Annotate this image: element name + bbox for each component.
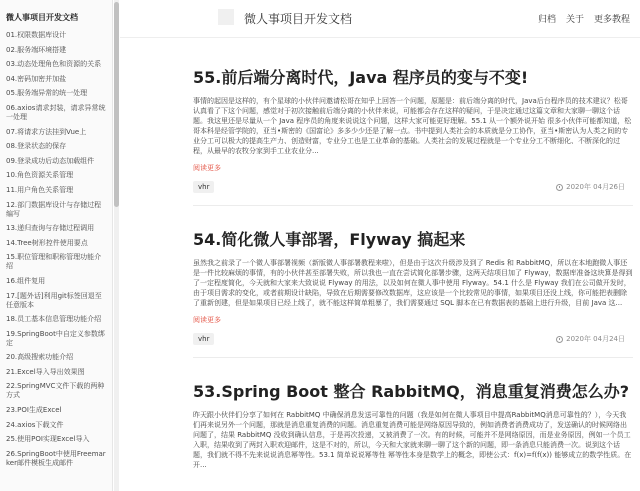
sidebar [0, 0, 113, 491]
sidebar-item[interactable]: 10.角色资源关系管理 [6, 171, 74, 180]
post-tag[interactable]: vhr [193, 181, 214, 193]
read-more-link[interactable]: 阅读更多 [193, 164, 221, 172]
post-meta [193, 331, 633, 349]
sidebar-item[interactable]: 17.[题外话]利用git标签回退至任意版本 [6, 291, 102, 309]
sidebar-item[interactable]: 12.部门数据库设计与存储过程编写 [6, 200, 102, 218]
sidebar-item[interactable]: 15.职位管理和职称管理功能介绍 [6, 253, 102, 271]
post-date-text: 2020年 04月26日 [566, 183, 625, 191]
top-navbar [120, 0, 640, 38]
top-nav [538, 12, 630, 25]
post-card [193, 68, 633, 206]
post-date [556, 182, 625, 192]
sidebar-item[interactable]: 07.将请求方法挂到Vue上 [6, 127, 87, 136]
sidebar-item[interactable]: 18.员工基本信息管理功能介绍 [6, 315, 102, 324]
sidebar-item[interactable]: 09.登录成功后动态加载组件 [6, 156, 95, 165]
sidebar-item[interactable]: 05.服务端异常的统一处理 [6, 89, 88, 98]
site-logo[interactable] [218, 9, 234, 25]
sidebar-item[interactable]: 01.权限数据库设计 [6, 31, 67, 39]
post-meta [193, 179, 633, 197]
sidebar-item[interactable]: 11.用户角色关系管理 [6, 185, 74, 194]
sidebar-item[interactable]: 04.密码加密并加盐 [6, 74, 67, 83]
site-title[interactable]: 微人事项目开发文档 [244, 12, 353, 26]
post-title[interactable]: 55.前后端分离时代，Java 程序员的变与不变! [193, 68, 529, 87]
post-title[interactable]: 53.Spring Boot 整合 RabbitMQ，消息重复消费怎么办? [193, 382, 630, 401]
nav-archive-link[interactable]: 归档 [537, 15, 556, 25]
sidebar-title: 微人事项目开发文档 [6, 13, 78, 22]
post-date-text: 2020年 04月24日 [566, 335, 625, 343]
nav-about-link[interactable]: 关于 [565, 15, 584, 25]
sidebar-item[interactable]: 19.SpringBoot中自定义参数绑定 [6, 329, 105, 347]
sidebar-item[interactable]: 03.动态处理角色和资源的关系 [6, 60, 102, 69]
sidebar-item[interactable]: 14.Tree树形控件使用要点 [6, 238, 88, 247]
post-card [193, 382, 633, 470]
nav-more-tutorials-link[interactable]: 更多教程 [593, 15, 630, 25]
sidebar-item[interactable]: 24.axios下载文件 [6, 420, 64, 429]
sidebar-item[interactable]: 13.递归查询与存储过程调用 [6, 224, 95, 233]
post-excerpt: 昨天跟小伙伴们分享了如何在 RabbitMQ 中确保消息发送可靠性的问题（我是如何在微人事项目中提高RabbitMQ消息可靠性的？），今天我们再来说另外一个问题，那就是消息重复消费的问题。消息重复消费可能是网络原因导致的，例如消费者消费成功了，发送确认的时候网络出问题了，结果 RabbitMQ 没收到确认信息，于是再次投递，又被消费了一次。有的时候，可能并不是网络原因，而是业务原因，例如一个员工入职，结果收到了两封入职欢迎邮件，这是不对的，所以，今天和大家就来聊一聊了这个新的问题，即一条消息只能消费一次。说到这个话题，我们就不得不先来说说消息幂等性。53.1 简单说说幂等性 幂等性本身是数学上的概念，即使公式：f(x)=f(f(x)) 能够成立的数学性质。在开... [193, 411, 632, 469]
post-date [556, 334, 625, 344]
sidebar-scrollbar-thumb[interactable] [114, 2, 119, 207]
sidebar-item[interactable]: 21.Excel导入导出效果图 [6, 367, 85, 376]
clock-icon [556, 184, 563, 191]
post-title[interactable]: 54.简化微人事部署，Flyway 搞起来 [193, 230, 466, 249]
sidebar-item[interactable]: 16.组件复用 [6, 276, 46, 285]
sidebar-item[interactable]: 08.登录状态的保存 [6, 142, 67, 151]
sidebar-item[interactable]: 23.POI生成Excel [6, 406, 62, 415]
post-divider [193, 357, 633, 358]
post-excerpt: 事情的起因是这样的，有个星球的小伙伴问邀请松哥在知乎上回答一个问题，原题是：前后端分离的时代，Java后台程序员的技术建议？松哥认真看了下这个问题，感觉对于初次接触前后端分离的小伙伴来说，可能都会存在这样的疑问，于是决定通过这篇文章和大家聊一聊这个话题。我这里还是尽量从一个 Java 程序员的角度来说说这个问题，这样大家可能更好理解。55.1 从一个额外说开始 很多小伙伴可能都知道，松哥本科是经管学院的，亚当•斯密的《国富论》多多少少还是了解一点。书中提到人类社会的本质就是分工协作，亚当•斯密认为人类之间的专业分工可以极大的提高生产力、创造财富，专业分工也是工业革命的基础。人类社会的发展过程就是一个专业分工不断细化、不断深化的过程，从最早的农牧分家到手工业农业分... [193, 97, 632, 155]
sidebar-item[interactable]: 06.axios请求封装，请求异常统一处理 [6, 103, 106, 121]
post-card [193, 230, 633, 358]
sidebar-scrollbar[interactable] [114, 0, 119, 491]
read-more-link[interactable]: 阅读更多 [193, 316, 221, 324]
post-excerpt: 虽然我之前录了一个微人事部署视频（新版微人事部署教程来啦），但是由于这次升级涉及到了 Redis 和 RabbitMQ，所以在本地跑微人事还是一件比较麻烦的事情，有的小伙伴甚至部署失败，所以我也一直在尝试简化部署步骤，这两天结项目加了 Flyway，数据库准备这块算是得到了一定程度简化，今天就和大家来大致说说 Flyway 的用法，以及如何在微人事中使用 Flyway。54.1 什么是 Flyway 我们在公司做开发时，由于项目需求的变化，或者前期设计缺陷，导致在后期需要修改数据库，这应该是一个比较常见的事情，如果项目还没上线，你可能把表删除了重新创建，但是如果项目已经上线了，就不能这样简单粗暴了，我们需要通过 SQL 脚本在已有数据表的基础上进行升级，目前 Java 这... [193, 259, 633, 307]
clock-icon [556, 336, 563, 343]
sidebar-item[interactable]: 26.SpringBoot中使用Freemarker邮件模板生成邮件 [6, 449, 106, 467]
sidebar-list [0, 29, 112, 471]
sidebar-item[interactable]: 02.服务端环境搭建 [6, 45, 67, 54]
sidebar-item[interactable]: 22.SpringMVC文件下载的两种方式 [6, 382, 105, 400]
sidebar-item[interactable]: 25.使用POI实现Excel导入 [6, 435, 90, 444]
post-tag[interactable]: vhr [193, 333, 214, 345]
post-divider [193, 205, 633, 206]
sidebar-item[interactable]: 20.高级搜索功能介绍 [6, 353, 74, 362]
post-list [193, 38, 633, 470]
